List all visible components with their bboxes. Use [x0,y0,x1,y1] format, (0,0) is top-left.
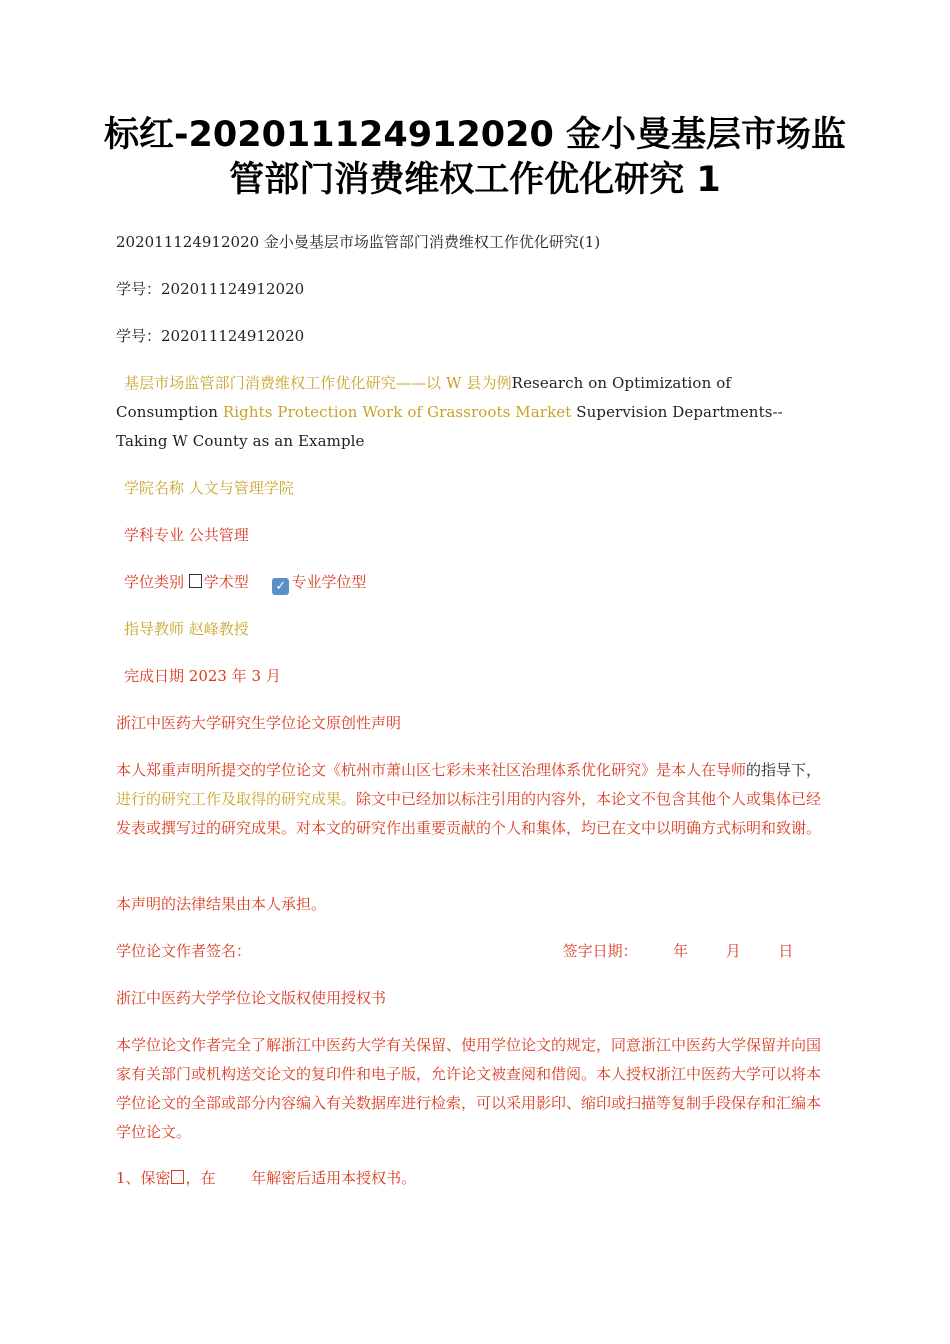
major-label: 学科专业 [124,526,185,544]
degree-professional-checkbox-checked[interactable]: ✓ [272,578,289,595]
author-signature-label: 学位论文作者签名： [116,942,252,960]
sign-date-label: 签字日期： [562,942,638,960]
thesis-title-cn: 基层市场监管部门消费维权工作优化研究 [124,374,396,392]
sign-month: 月 [725,942,741,960]
item1-text-c: 年解密后适用本授权书。 [251,1169,417,1187]
advisor-value: 赵峰教授 [188,620,249,638]
document-title: 标红-202011124912020 金小曼基层市场监管部门消费维权工作优化研究 1 [103,115,846,200]
advisor-label: 指导教师 [124,620,185,638]
college-line [116,474,839,503]
thesis-title-block [116,369,806,456]
college-label: 学院名称 [124,479,185,497]
declaration-text-b: 的指导下， [746,761,822,779]
date-line [116,662,839,691]
thesis-title-en-b: Supervision Departments--Taking W County as an Example [116,403,783,450]
signature-line [116,937,831,966]
date-label: 完成日期 [124,667,185,685]
degree-academic-checkbox[interactable] [189,574,202,588]
authorization-item-1 [116,1164,831,1193]
sign-day: 日 [778,942,794,960]
degree-professional-label: 专业学位型 [291,573,367,591]
date-value: 2023 年 3 月 [188,667,281,685]
declaration-text-a: 本人郑重声明所提交的学位论文《杭州市萧山区七彩未来社区治理体系优化研究》是本人在导师 [116,761,747,779]
thesis-title-en-a: Research on Optimization of Consumption [116,374,731,421]
authorization-paragraph: 本学位论文作者完全了解浙江中医药大学有关保留、使用学位论文的规定，同意浙江中医药大学保留并向国家有关部门或机构送交论文的复印件和电子版，允许论文被查阅和借阅。本人授权浙江中医药大学可以将本学位论文的全部或部分内容编入有关数据库进行检索，可以采用影印、缩印或扫描等复制手段保存和汇编本学位论文。 [116,1036,822,1141]
item1-text-b: ，在 [185,1169,216,1187]
declaration-paragraph [116,756,824,843]
confidential-checkbox[interactable] [171,1170,184,1184]
legal-statement: 本声明的法律结果由本人承担。 [116,895,327,913]
college-value: 人文与管理学院 [188,479,294,497]
student-id-line: 学号：202011124912020 [116,280,305,298]
declaration-text-d: 除文中已经加以标注引用的内容外，本论文不包含其他个人或集体已经发表或撰写过的研究成果。对本文的研究作出重要贡献的个人和集体，均已在文中以明确方式标明和致谢。 [116,790,822,837]
declaration-text-c: 进行的研究工作及取得的研究成果。 [116,790,357,808]
sign-year: 年 [673,942,689,960]
major-line [116,521,839,550]
thesis-title-en-highlight: Rights Protection Work of Grassroots Market [222,403,572,421]
degree-academic-label: 学术型 [203,573,249,591]
major-value: 公共管理 [188,526,249,544]
degree-label: 学位类别 [124,573,185,591]
authorization-heading: 浙江中医药大学学位论文版权使用授权书 [116,989,387,1007]
advisor-line [116,615,839,644]
item1-text-a: 1、保密 [116,1169,171,1187]
declaration-heading: 浙江中医药大学研究生学位论文原创性声明 [116,714,402,732]
thesis-title-cn-dash: ——以 W 县为例 [395,374,512,392]
student-id-line-repeat: 学号：202011124912020 [116,327,305,345]
doc-subtitle: 202011124912020 金小曼基层市场监管部门消费维权工作优化研究(1) [116,233,601,251]
degree-line [116,568,839,597]
